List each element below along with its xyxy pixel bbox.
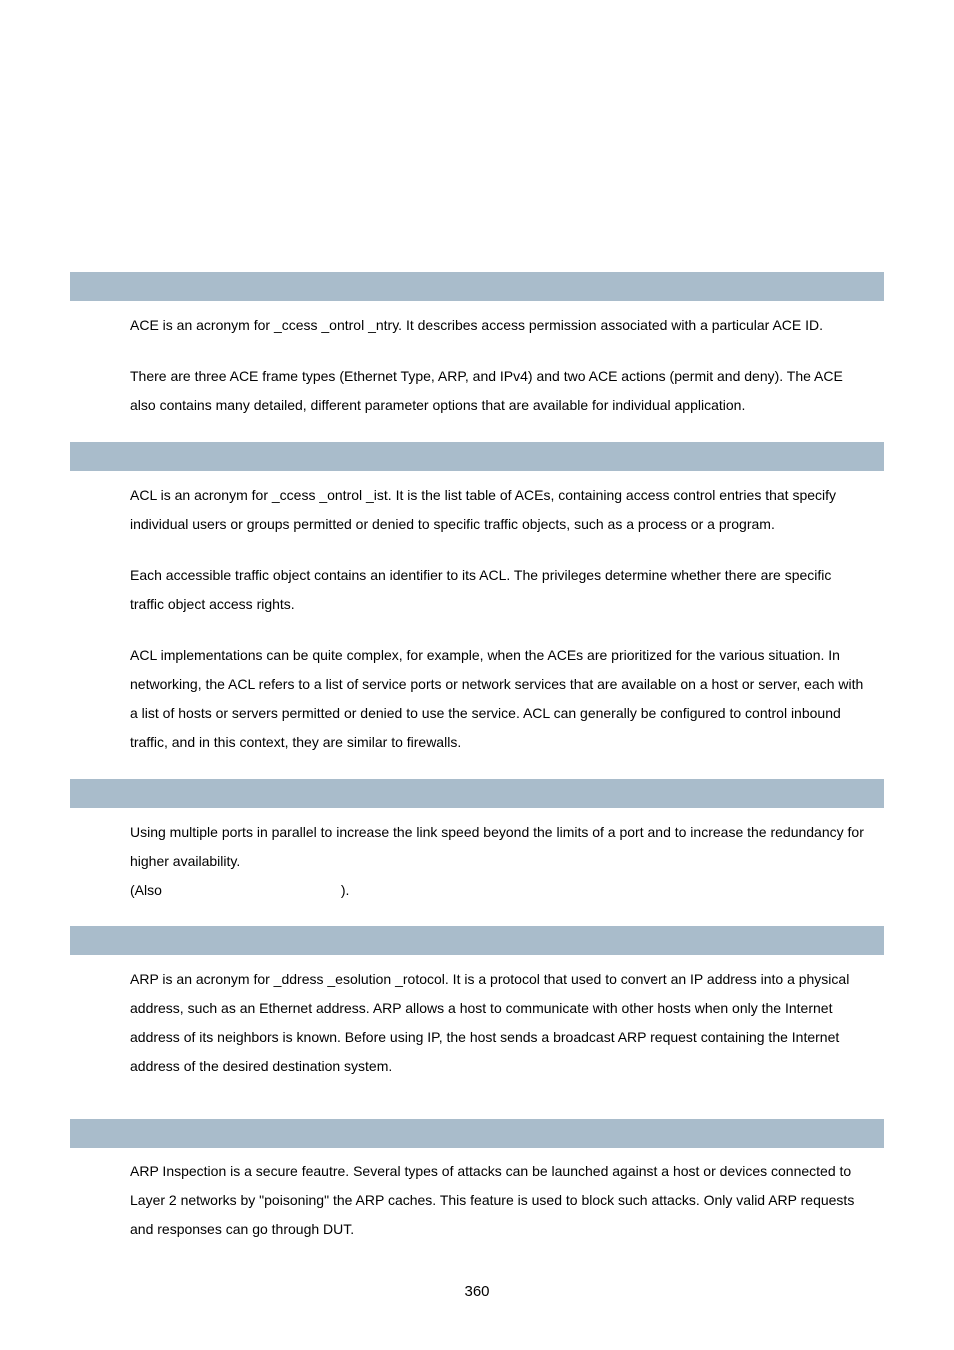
text-line: There are three ACE frame types (Ethernet Type, ARP, and IPv4) and two ACE actions (permit and deny). The ACE <box>130 368 843 384</box>
text-line: (Also ). <box>130 882 350 898</box>
page-number: 360 <box>464 1283 490 1300</box>
text-line: networking, the ACL refers to a list of service ports or network services that are available on a host or server, each with <box>130 676 864 692</box>
paragraph <box>130 641 890 757</box>
text-line: higher availability. <box>130 853 241 869</box>
text-line: ACL is an acronym for _ccess _ontrol _ist. It is the list table of ACEs, containing access control entries that specify <box>130 487 837 503</box>
text-line: Using multiple ports in parallel to increase the link speed beyond the limits of a port and to increase the redundancy for <box>130 824 864 840</box>
text-line: traffic object access rights. <box>130 596 295 612</box>
text-line: Layer 2 networks by "poisoning" the ARP caches. This feature is used to block such attacks. Only valid ARP requests <box>130 1192 855 1208</box>
text-line: address of its neighbors is known. Before using IP, the host sends a broadcast ARP request containing the Internet <box>130 1029 840 1045</box>
paragraph <box>130 818 890 905</box>
paragraph <box>130 311 890 340</box>
text-line: Each accessible traffic object contains an identifier to its ACL. The privileges determine whether there are specific <box>130 567 832 583</box>
paragraph <box>130 362 890 420</box>
text-line: ACL implementations can be quite complex, for example, when the ACEs are prioritized for the various situation. In <box>130 647 840 663</box>
section-header-bar <box>70 779 884 808</box>
text-line: traffic, and in this context, they are similar to firewalls. <box>130 734 462 750</box>
text-line: ARP Inspection is a secure feautre. Several types of attacks can be launched against a host or devices connected to <box>130 1163 852 1179</box>
text-line: also contains many detailed, different parameter options that are available for individual application. <box>130 397 746 413</box>
text-line: ACE is an acronym for _ccess _ontrol _ntry. It describes access permission associated with a particular ACE ID. <box>130 317 824 333</box>
section-header-bar <box>70 442 884 471</box>
section-header-bar <box>70 272 884 301</box>
text-line: ARP is an acronym for _ddress _esolution _rotocol. It is a protocol that used to convert an IP address into a physical <box>130 971 850 987</box>
text-line: address of the desired destination system. <box>130 1058 393 1074</box>
section-header-bar <box>70 926 884 955</box>
paragraph <box>130 561 890 619</box>
paragraph <box>130 481 890 539</box>
section-header-bar <box>70 1119 884 1148</box>
paragraph <box>130 1157 890 1244</box>
text-line: and responses can go through DUT. <box>130 1221 355 1237</box>
paragraph <box>130 965 890 1081</box>
text-line: address, such as an Ethernet address. ARP allows a host to communicate with other hosts when only the Internet <box>130 1000 833 1016</box>
text-line: a list of hosts or servers permitted or denied to use the service. ACL can generally be configured to control inbound <box>130 705 841 721</box>
text-line: individual users or groups permitted or denied to specific traffic objects, such as a process or a program. <box>130 516 775 532</box>
